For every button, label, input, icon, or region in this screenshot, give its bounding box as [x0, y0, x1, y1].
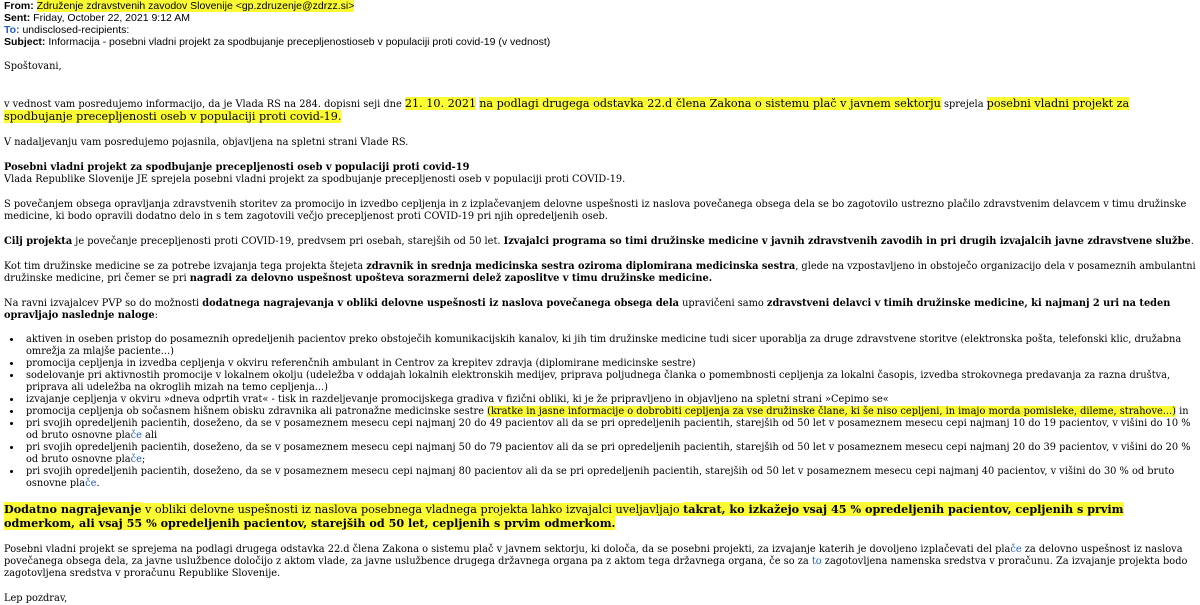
- goal-label: Cilj projekta: [4, 236, 73, 247]
- list-item: • sodelovanje pri aktivnostih promocije v lokalnem okolju (udeležba v oddajah lokalnih elektronskih medijev, priprava poljudnega članka o pomembnosti cepljenja za lokalni časopis, izvedba strokovnega predavanja za razna društva, priprava ali udeležba na okroglih mizah na temo cepljenja...): [22, 370, 1196, 394]
- intro-project: posebni vladni projekt za spodbujanje precepljenosti oseb v populaciji proti covid-19.: [4, 97, 1130, 123]
- to-label: To:: [4, 24, 20, 36]
- intro-date: 21. 10. 2021: [404, 97, 477, 110]
- executors-text: Izvajalci programa so timi družinske medicine v javnih zdravstvenih zavodih in pri drugih izvajalcih javne zdravstvene službe: [503, 236, 1191, 247]
- increase-paragraph: S povečanjem obsega opravljanja zdravstvenih storitev za promocijo in izvedbo cepljenja in z izplačevanjem delovne uspešnosti iz naslova povečanega obsega dela se bo zagotovilo ustrezno plačilo zdravstvenim delavcem v timu družinske medicine, ki bodo opravili dodatno delo in s tem zagotovili večjo precepljenost proti COVID-19 pri njih opredeljenih oseb.: [4, 199, 1187, 222]
- continuation-text: V nadaljevanju vam posredujemo pojasnila, objavljena na spletni strani Vlade RS.: [4, 137, 409, 148]
- sent-label: Sent:: [4, 12, 31, 24]
- email-header: [4, 0, 1196, 48]
- intro-text-2: sprejela: [940, 99, 987, 110]
- section-title: Posebni vladni projekt za spodbujanje precepljenosti oseb v populaciji proti covid-19: [4, 162, 470, 173]
- closing: Lep pozdrav,: [4, 593, 68, 604]
- legal-paragraph: Posebni vladni projekt se sprejema na podlagi drugega odstavka 22.d člena Zakona o sistemu plač v javnem sektorju, ki določa, da se posebni projekti, za izvajanje katerih je dovoljeno izplačevati del plače za delovno uspešnost iz naslova povečanega obsega dela, za javne uslužbence določijo z aktom vlade, za javne uslužbence drugega državnega organa pa z aktom tega državnega organa, če so za to zagotovljena namenska sredstva v proračunu. Za izvajanje projekta bodo zagotovljena sredstva v proračunu Republike Slovenije.: [4, 544, 1188, 579]
- subject-row: [4, 36, 1196, 48]
- list-item: • pri svojih opredeljenih pacientih, doseženo, da se v posameznem mesecu cepi najmanj 50 do 79 pacientov ali da se pri opredeljenih pacientih, starejših od 50 let v posameznem mesecu cepi najmanj 20 do 39 pacientov, v višini do 20 % od bruto osnovne plače;: [22, 442, 1196, 466]
- to-value: undisclosed-recipients:: [22, 24, 130, 36]
- goal-text: je povečanje precepljenosti proti COVID-19, predvsem pri osebah, starejših od 50 let.: [72, 236, 504, 247]
- subject-label: Subject:: [4, 36, 46, 48]
- from-value[interactable]: Združenje zdravstvenih zavodov Slovenije <gp.zdruzenje@zdrzz.si>: [36, 0, 355, 12]
- list-item: • promocija cepljenja ob sočasnem hišnem obisku zdravnika ali patronažne medicinske sestre (kratke in jasne informacije o dobrobiti cepljenja za vse družinske člane, ki še niso cepljeni, in imajo morda pomisleke, dileme, strahove...) in: [22, 406, 1196, 418]
- list-item: • pri svojih opredeljenih pacientih, doseženo, da se v posameznem mesecu cepi najmanj 20 do 49 pacientov ali da se pri opredeljenih pacientih, starejših od 50 let v posameznem mesecu cepi najmanj 10 do 19 pacientov, v višini do 10 % od bruto osnovne plače ali: [22, 418, 1196, 442]
- level-paragraph: Na ravni izvajalcev PVP so do možnosti dodatnega nagrajevanja v obliki delovne uspešnosti iz naslova povečanega obsega dela upravičeni samo zdravstveni delavci v timih družinske medicine, ki najmanj 2 uri na teden opravljajo naslednje naloge:: [4, 298, 1171, 321]
- greeting: Spoštovani,: [4, 61, 62, 72]
- intro-legal-basis: na podlagi drugega odstavka 22.d člena Zakona o sistemu plač v javnem sektorju: [479, 97, 941, 110]
- additional-reward-condition: takrat, ko izkažejo vsaj 45 % opredeljenih pacientov, cepljenih s prvim odmerkom, ali vsaj 55 % opredeljenih pacientov, starejših od 50 let, cepljenih s prvim odmerkom.: [4, 502, 1124, 530]
- list-item: • pri svojih opredeljenih pacientih, doseženo, da se v posameznem mesecu cepi najmanj 80 pacientov ali da se pri opredeljenih pacientih, starejših od 50 let v posameznem mesecu cepi najmanj 40 pacientov, v višini do 30 % od bruto osnovne plače.: [22, 466, 1196, 490]
- list-item: • promocija cepljenja in izvedba cepljenja v okviru referenčnih ambulant in Centrov za krepitev zdravja (diplomirane medicinske sestre): [22, 358, 1196, 370]
- from-label: From:: [4, 0, 34, 12]
- team-paragraph: Kot tim družinske medicine se za potrebe izvajanja tega projekta štejeta zdravnik in srednja medicinska sestra oziroma diplomirana medicinska sestra, glede na vzpostavljeno in obstoječo organizacijo dela v posameznih ambulantni družinske medicine, pri čemer se pri nagradi za delovno uspešnost upošteva sorazmerni delež zaposlitve v timu družinske medicine.: [4, 261, 1196, 284]
- goal-paragraph: Cilj projekta je povečanje precepljenosti proti COVID-19, predvsem pri osebah, starejših od 50 let. Izvajalci programa so timi družinske medicine v javnih zdravstvenih zavodih in pri drugih izvajalcih javne zdravstvene službe.: [4, 236, 1194, 247]
- subject-value: Informacija - posebni vladni projekt za spodbujanje precepljenostioseb v populaciji proti covid-19 (v vednost): [48, 36, 551, 48]
- intro-paragraph: [4, 98, 1196, 124]
- additional-reward-label: Dodatno nagrajevanje: [4, 502, 142, 516]
- additional-reward-paragraph: Dodatno nagrajevanje v obliki delovne uspešnosti iz naslova posebnega vladnega projekta lahko izvajalci uveljavljajo takrat, ko izkažejo vsaj 45 % opredeljenih pacientov, cepljenih s prvim odmerkom, ali vsaj 55 % opredeljenih pacientov, starejših od 50 let, cepljenih s prvim odmerkom.: [4, 502, 1124, 530]
- task-list: [4, 334, 1196, 490]
- level-reward: dodatnega nagrajevanja v obliki delovne uspešnosti iz naslova povečanega obsega dela: [202, 298, 679, 309]
- team-reward: nagradi za delovno uspešnost upošteva sorazmerni delež zaposlitve v timu družinske medicine.: [189, 273, 713, 284]
- sent-value: Friday, October 22, 2021 9:12 AM: [33, 12, 190, 24]
- highlighted-info: (kratke in jasne informacije o dobrobiti cepljenja za vse družinske člane, ki še niso cepljeni, in imajo morda pomisleke, dileme, strahove...): [487, 406, 1176, 417]
- intro-text-1: v vednost vam posredujemo informacijo, da je Vlada RS na 284. dopisni seji dne: [4, 99, 405, 110]
- team-members: zdravnik in srednja medicinska sestra oziroma diplomirana medicinska sestra: [366, 261, 796, 272]
- from-row: [4, 0, 1196, 12]
- list-item: • aktiven in oseben pristop do posameznih opredeljenih pacientov preko obstoječih komunikacijskih kanalov, ki jih tim družinske medicine tudi sicer uporablja za druge zdravstvene storitve (elektronska pošta, telefonski klic, družabna omrežja za mlajše paciente...): [22, 334, 1196, 358]
- list-item: • izvajanje cepljenja v okviru »dneva odprtih vrat« - tisk in razdeljevanje promocijskega gradiva v fizični obliki, ki je že pripravljeno in objavljeno na spletni strani »Cepimo se«: [22, 394, 1196, 406]
- to-row: [4, 24, 1196, 36]
- section-subtitle: Vlada Republike Slovenije JE sprejela posebni vladni projekt za spodbujanje precepljenosti oseb v populaciji proti COVID-19.: [4, 174, 626, 185]
- sent-row: [4, 12, 1196, 24]
- level-eligible: zdravstveni delavci v timih družinske medicine, ki najmanj 2 uri na teden opravljajo naslednje naloge: [4, 298, 1171, 321]
